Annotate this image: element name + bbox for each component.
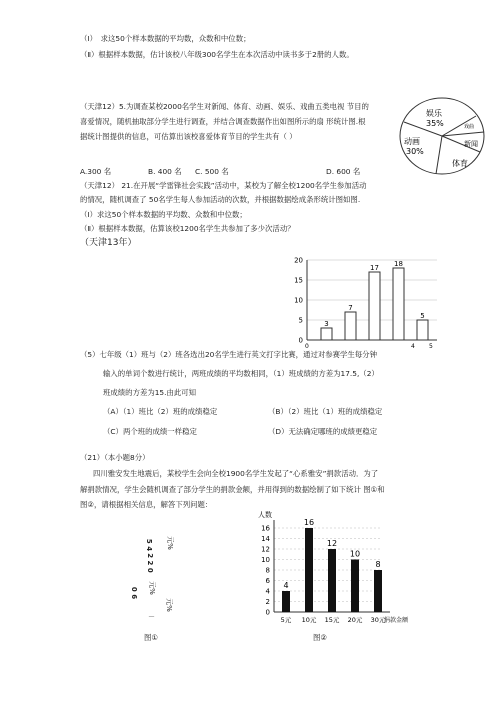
option-b: B. 400 名 [148, 167, 182, 176]
option-b: （B）（2）班比（1）班的成绩稳定 [268, 407, 383, 416]
text-line: 班成绩的方差为15.由此可知 [103, 388, 197, 397]
y-tick-label: 10 [261, 556, 270, 564]
y-tick-label: 20 [294, 256, 303, 265]
text-line: 四川雅安发生地震后，某校学生会向全校1900名学生发起了“心系雅安”捐款活动．为了 [93, 469, 379, 478]
x-tick-label: 15元 [324, 616, 340, 624]
x-tick-label: 0 [305, 343, 309, 350]
data-label: 17 [370, 264, 379, 272]
figure-caption: 图② [313, 633, 328, 642]
fig1-fragment: 2 2 0 [145, 553, 154, 573]
bar-chart-activity [285, 252, 450, 350]
text-line: （Ⅰ）求这50个样本数据的平均数、众数和中位数； [80, 210, 247, 219]
y-tick-label: 5 [298, 316, 303, 325]
bar [328, 549, 336, 612]
bar [345, 312, 356, 340]
bar [417, 320, 428, 340]
data-label: 16 [303, 518, 315, 527]
data-label: 3 [324, 320, 329, 328]
x-axis-label: 捐款金额 [384, 617, 409, 624]
fig1-fragment: 元% [165, 536, 174, 550]
x-tick-label: 4 [411, 343, 415, 350]
pie-label: 戏曲 [464, 124, 475, 130]
x-tick-label: 20元 [347, 616, 363, 624]
y-tick-label: 12 [261, 545, 270, 554]
y-tick-label: 15 [294, 276, 303, 285]
question-heading: （21）（本小题8分） [80, 453, 150, 462]
bar [321, 328, 332, 340]
bar [351, 560, 359, 613]
option-a: （A）（1）班比（2）班的成绩稳定 [103, 407, 218, 416]
bar-chart-donation [250, 508, 420, 630]
text-line: （Ⅱ）根据样本数据，估计该校八年级300名学生在本次活动中读书多于2册的人数。 [80, 50, 354, 59]
data-label: 18 [394, 260, 403, 268]
y-tick-label: 4 [265, 587, 270, 596]
text-line: （Ⅱ）根据样本数据，估算该校1200名学生共参加了多少次活动？ [80, 224, 295, 233]
option-a: A.300 名 [80, 167, 112, 176]
bar [374, 570, 382, 612]
bar [393, 268, 404, 340]
pie-label: 体育 [452, 159, 468, 168]
data-label: 5 [420, 312, 425, 320]
option-c: （C）两个班的成绩一样稳定 [103, 427, 197, 436]
text-line: 据统计图提供的信息，可估算出该校喜爱体育节目的学生共有（ ） [80, 132, 297, 141]
text-line: （天津12） 21.在开展“学雷锋社会实践”活动中，某校为了解全校1200名学生参加活动 [80, 181, 367, 190]
y-tick-label: 0 [298, 336, 303, 345]
pie-label: 动画 [404, 137, 420, 146]
pie-chart [396, 94, 492, 178]
y-tick-label: 0 [265, 608, 270, 617]
pie-label: 娱乐 [426, 109, 442, 118]
figure-caption: 图① [144, 633, 159, 642]
text-line: 喜爱情况，随机抽取部分学生进行调查，并结合调查数据作出如图所示的扇 形统计图.根 [80, 117, 366, 126]
y-axis-label: 人数 [258, 511, 272, 519]
y-tick-label: 8 [265, 566, 270, 575]
data-label: 8 [375, 560, 381, 569]
y-tick-label: 14 [261, 535, 270, 543]
bar [305, 528, 313, 612]
text-line: 的情况，随机调查了 50名学生每人参加活动的次数，并根据数据绘成条形统计图如图. [80, 195, 361, 204]
fig1-fragment: 0 6 [130, 586, 139, 600]
fig1-fragment: 元% [147, 581, 156, 595]
text-line: 解捐款情况，学生会随机调查了部分学生的捐款金额，并用得到的数据绘制了如下统计 图①和 [80, 485, 385, 494]
option-c: C. 500 名 [195, 167, 229, 176]
pie-label: 35% [426, 119, 444, 128]
data-label: 7 [348, 304, 353, 312]
pie-label: 新闻 [464, 140, 478, 148]
data-label: 10 [349, 549, 361, 559]
pie-divider [436, 136, 442, 174]
bar [369, 272, 380, 340]
y-tick-label: 2 [265, 598, 270, 606]
text-line: （5）七年级（1）班与（2）班各选出20名学生进行英文打字比赛，通过对参赛学生每分钟 [80, 350, 377, 359]
fig1-fragment: 5 4 [145, 538, 154, 552]
text-line: （天津12）5.为调查某校2000名学生对新闻、体育、动画、娱乐、戏曲五类电视 节目的 [80, 102, 369, 111]
text-line: 输入的单词个数进行统计，两班成绩的平均数相同，（1）班成绩的方差为17.5,（2） [103, 369, 379, 378]
x-tick-label: 30元 [370, 616, 386, 624]
data-label: 4 [283, 581, 289, 590]
bar [282, 591, 290, 612]
y-tick-label: 10 [294, 296, 303, 305]
fig1-fragment: － [148, 613, 155, 621]
pie-label: 30% [406, 147, 424, 156]
option-d: （D）无法确定哪班的成绩更稳定 [268, 427, 378, 436]
option-d: D. 600 名 [326, 167, 361, 176]
y-tick-label: 16 [261, 524, 270, 533]
section-heading: （天津13年） [80, 238, 137, 248]
text-line: 图②，请根据相关信息，解答下列问题： [80, 500, 213, 509]
x-tick-label: 10元 [301, 616, 317, 624]
y-tick-label: 6 [265, 577, 270, 585]
x-tick-label: 5 [429, 343, 433, 350]
x-tick-label: 5元 [280, 616, 292, 624]
data-label: 12 [326, 539, 338, 548]
text-line: （Ⅰ） 求这50个样本数据的平均数，众数和中位数； [80, 34, 251, 43]
fig1-fragment: 元% [164, 598, 173, 612]
